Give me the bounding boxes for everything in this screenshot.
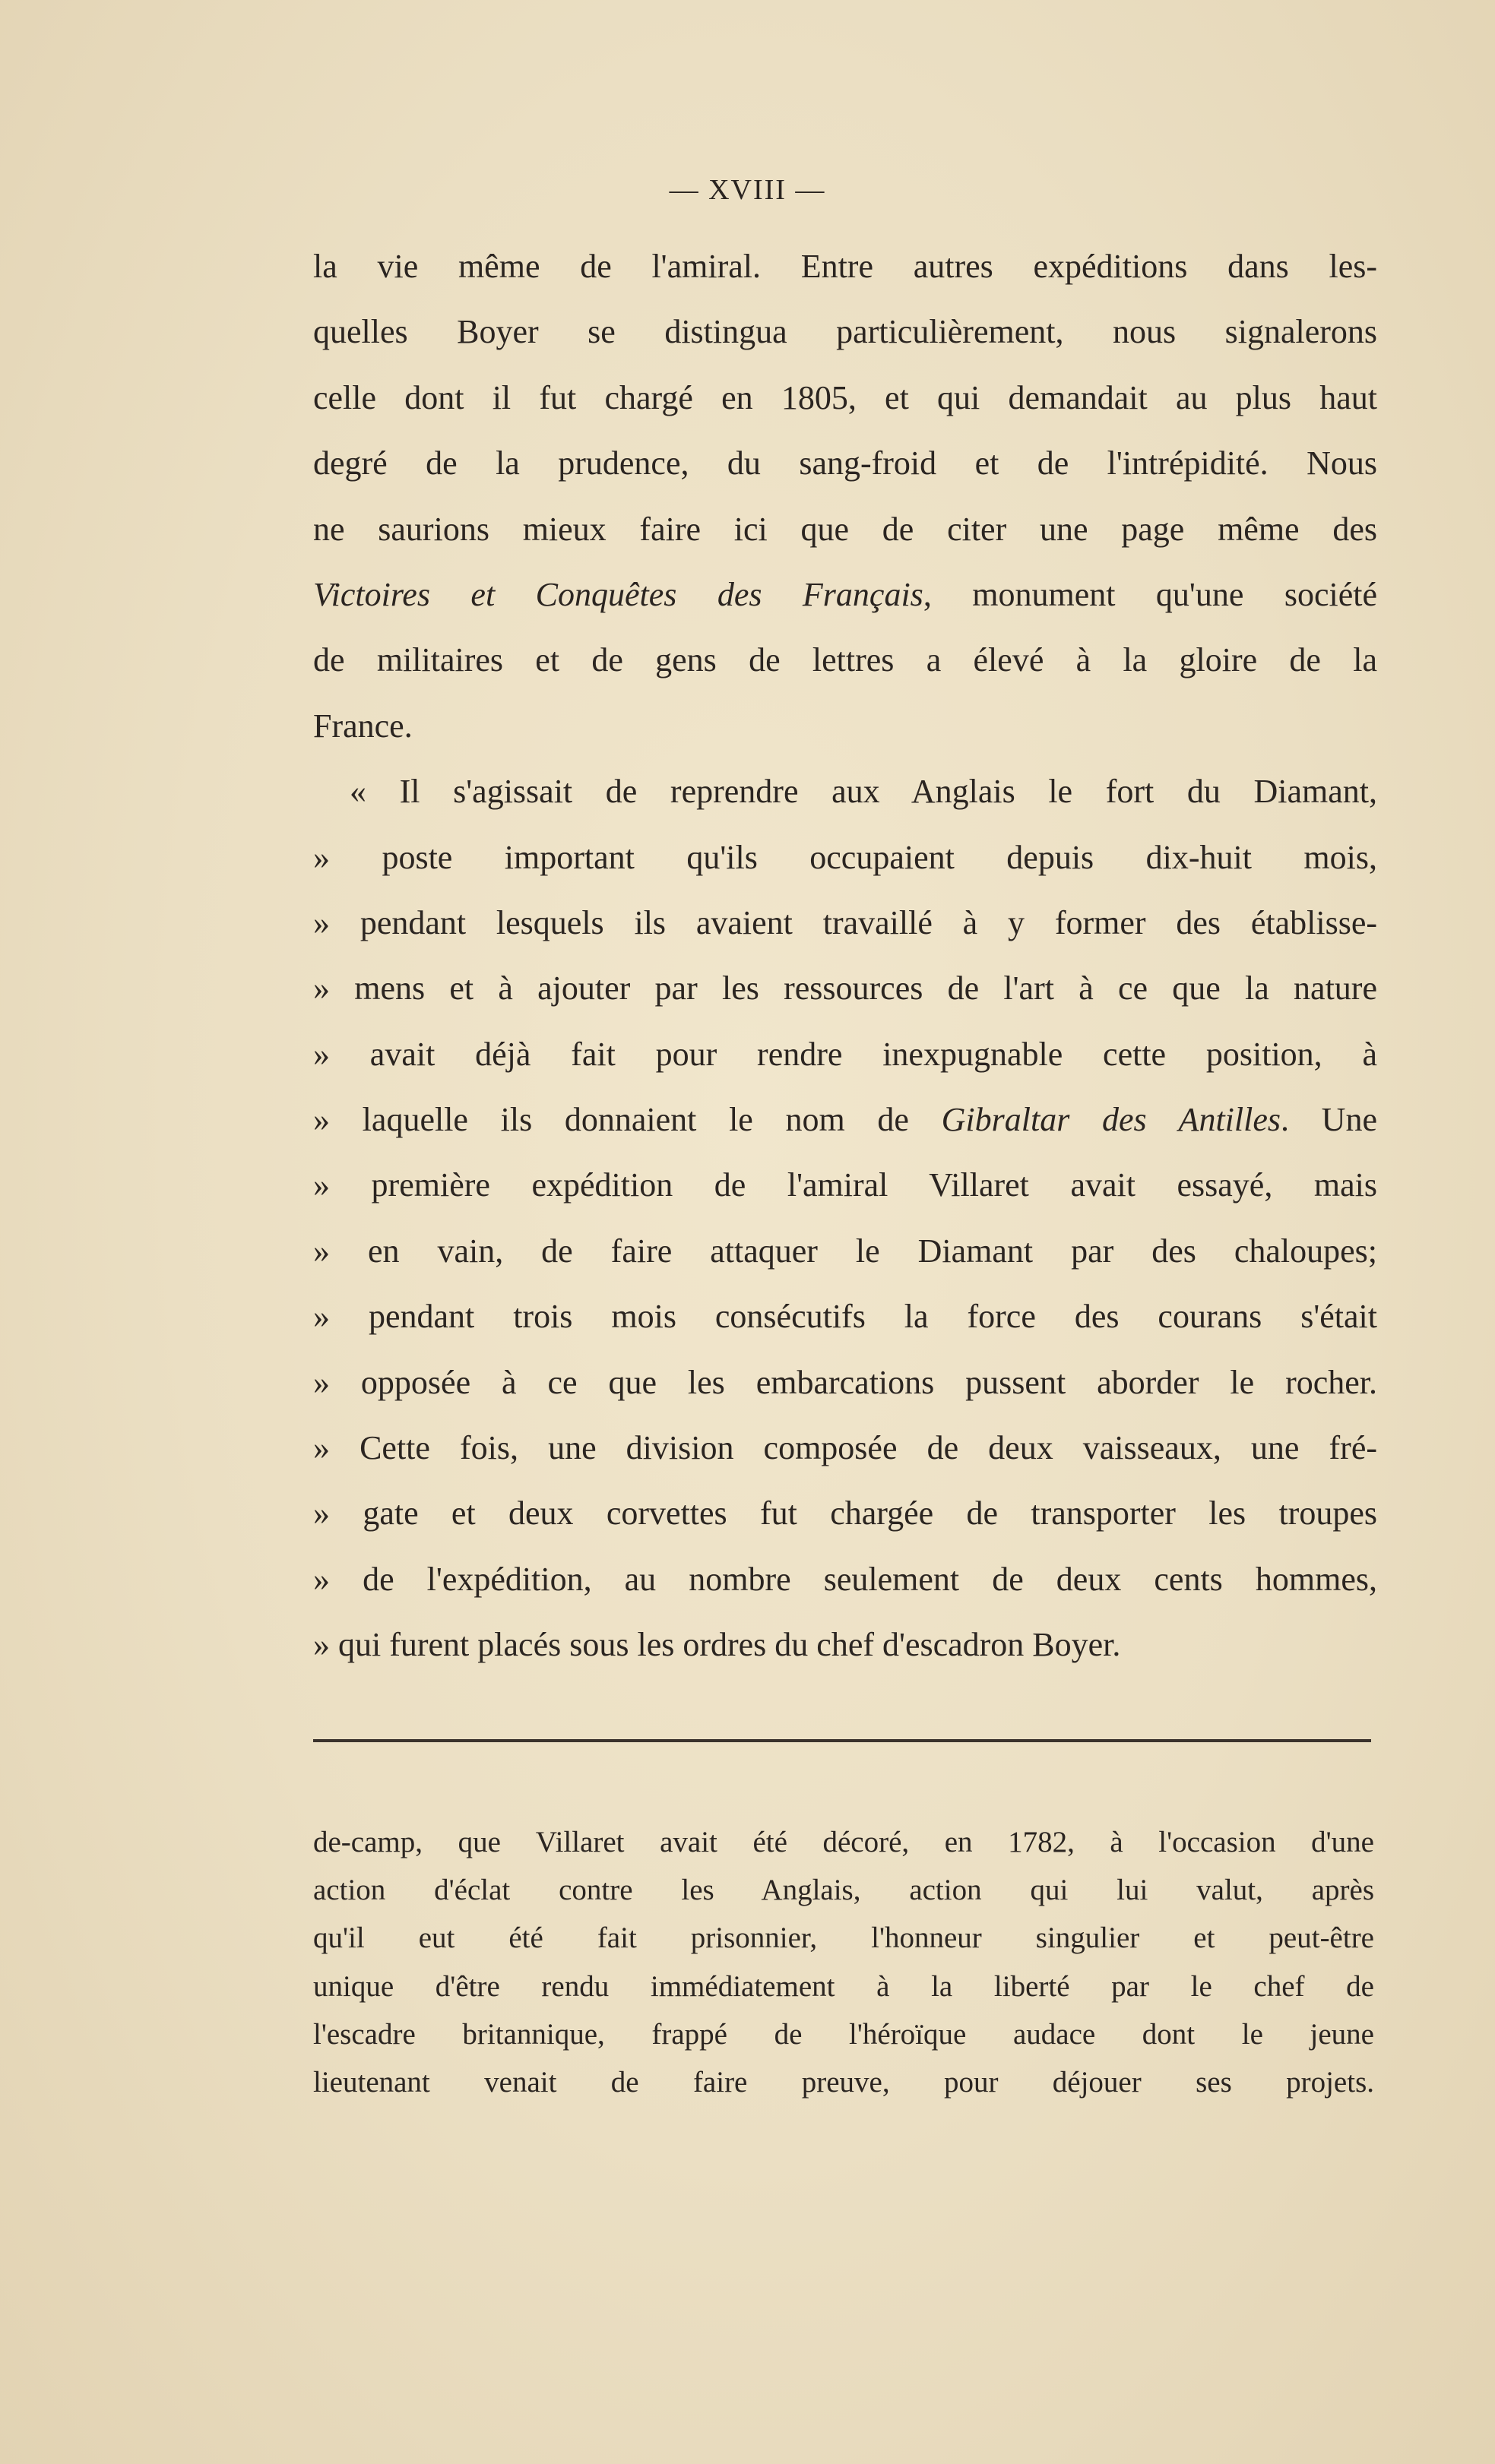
quote-line: » mens et à ajouter par les ressources de l'art à ce que la nature	[313, 969, 1377, 1007]
place-name-italic: Gibraltar des Antilles	[941, 1101, 1281, 1139]
footnote-line: action d'éclat contre les Anglais, action qui lui valut, après	[313, 1874, 1374, 1907]
quote-line: « Il s'agissait de reprendre aux Anglais le fort du Diamant,	[350, 773, 1377, 811]
quotation-block	[313, 759, 1377, 1678]
quote-line: » première expédition de l'amiral Villaret avait essayé, mais	[313, 1166, 1377, 1204]
footnote-line: l'escadre britannique, frappé de l'héroïque audace dont le jeune	[313, 2017, 1374, 2051]
quote-line: » pendant trois mois consécutifs la force des courans s'était	[313, 1298, 1377, 1336]
footnote-line: unique d'être rendu immédiatement à la liberté par le chef de	[313, 1969, 1374, 2003]
text-line	[313, 562, 1377, 628]
text-line: de militaires et de gens de lettres a élevé à la gloire de la	[313, 641, 1377, 679]
footnote	[313, 1818, 1374, 2106]
text-line: celle dont il fut chargé en 1805, et qui demandait au plus haut	[313, 378, 1377, 416]
text-line: France.	[313, 707, 413, 745]
main-text	[313, 234, 1377, 1678]
quote-line: » poste important qu'ils occupaient depuis dix-huit mois,	[313, 838, 1377, 876]
quote-line: » Cette fois, une division composée de deux vaisseaux, une fré-	[313, 1429, 1377, 1467]
quote-line: » gate et deux corvettes fut chargée de transporter les troupes	[313, 1495, 1377, 1532]
quote-line	[313, 1087, 1377, 1153]
text-line: degré de la prudence, du sang-froid et de l'intrépidité. Nous	[313, 444, 1377, 482]
text-line: ne saurions mieux faire ici que de citer une page même des	[313, 510, 1377, 548]
quote-line: » avait déjà fait pour rendre inexpugnable cette position, à	[313, 1035, 1377, 1073]
text-fragment: » laquelle ils donnaient le nom de	[313, 1101, 942, 1139]
book-title-italic: Victoires et Conquêtes des Français	[313, 575, 923, 613]
footnote-line: lieutenant venait de faire preuve, pour déjouer ses projets.	[313, 2065, 1374, 2099]
text-line: quelles Boyer se distingua particulièrement, nous signalerons	[313, 313, 1377, 351]
quote-line: » pendant lesquels ils avaient travaillé à y former des établisse-	[313, 903, 1377, 941]
text-fragment: , monument qu'une société	[923, 575, 1377, 613]
text-line: la vie même de l'amiral. Entre autres expéditions dans les-	[313, 248, 1377, 285]
footnote-line: qu'il eut été fait prisonnier, l'honneur singulier et peut-être	[313, 1922, 1374, 1955]
text-fragment: . Une	[1281, 1101, 1377, 1139]
quote-line: » qui furent placés sous les ordres du chef d'escadron Boyer.	[313, 1626, 1121, 1664]
page-number: — XVIII —	[669, 174, 826, 206]
quote-line: » de l'expédition, au nombre seulement de deux cents hommes,	[313, 1560, 1377, 1598]
footnote-divider	[313, 1739, 1371, 1742]
quote-line: » en vain, de faire attaquer le Diamant par des chaloupes;	[313, 1232, 1377, 1270]
footnote-line: de-camp, que Villaret avait été décoré, en 1782, à l'occasion d'une	[313, 1826, 1374, 1858]
quote-line: » opposée à ce que les embarcations pussent aborder le rocher.	[313, 1363, 1377, 1401]
